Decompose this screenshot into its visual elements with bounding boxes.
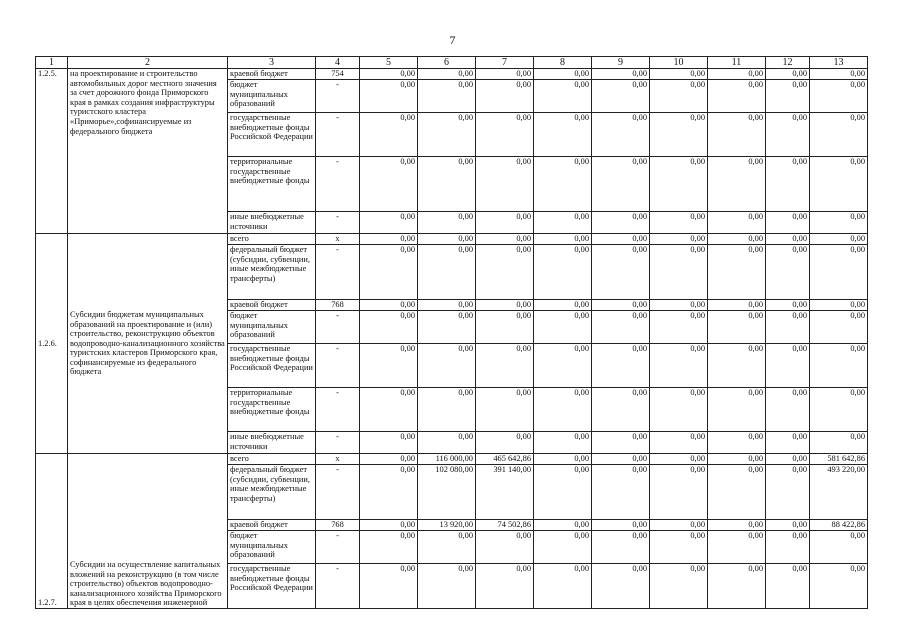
year-value: 0,00 [810, 245, 868, 300]
year-value: 0,00 [592, 80, 650, 113]
year-value: 0,00 [360, 212, 418, 234]
year-value: 0,00 [534, 157, 592, 212]
year-value: 74 502,86 [476, 520, 534, 531]
budget-code: - [316, 564, 360, 609]
funding-source: краевой бюджет [228, 300, 316, 311]
year-value: 0,00 [810, 432, 868, 454]
year-value: 0,00 [360, 531, 418, 564]
year-value: 0,00 [592, 69, 650, 80]
header-cell: 1 [36, 57, 68, 69]
year-value: 0,00 [708, 531, 766, 564]
year-value: 0,00 [708, 311, 766, 344]
header-cell: 11 [708, 57, 766, 69]
item-number: 1.2.5. [36, 69, 68, 234]
budget-code: - [316, 113, 360, 157]
year-value: 0,00 [592, 300, 650, 311]
year-value: 0,00 [650, 564, 708, 609]
header-cell: 3 [228, 57, 316, 69]
year-value: 0,00 [592, 245, 650, 300]
year-value: 581 642,86 [810, 454, 868, 465]
year-value: 0,00 [766, 520, 810, 531]
year-value: 0,00 [650, 300, 708, 311]
year-value: 88 422,86 [810, 520, 868, 531]
year-value: 0,00 [592, 311, 650, 344]
year-value: 0,00 [534, 388, 592, 432]
year-value: 0,00 [418, 311, 476, 344]
year-value: 0,00 [360, 520, 418, 531]
year-value: 0,00 [534, 531, 592, 564]
budget-code: - [316, 245, 360, 300]
header-cell: 8 [534, 57, 592, 69]
year-value: 0,00 [708, 234, 766, 245]
year-value: 0,00 [534, 344, 592, 388]
budget-code: - [316, 157, 360, 212]
year-value: 0,00 [650, 80, 708, 113]
year-value: 0,00 [418, 234, 476, 245]
year-value: 0,00 [418, 432, 476, 454]
year-value: 0,00 [534, 311, 592, 344]
year-value: 0,00 [810, 388, 868, 432]
year-value: 0,00 [534, 432, 592, 454]
year-value: 0,00 [766, 531, 810, 564]
year-value: 0,00 [592, 157, 650, 212]
year-value: 0,00 [650, 454, 708, 465]
year-value: 0,00 [592, 564, 650, 609]
year-value: 0,00 [810, 157, 868, 212]
year-value: 0,00 [708, 465, 766, 520]
year-value: 0,00 [592, 531, 650, 564]
year-value: 0,00 [810, 80, 868, 113]
year-value: 0,00 [360, 388, 418, 432]
year-value: 0,00 [708, 245, 766, 300]
year-value: 0,00 [476, 432, 534, 454]
year-value: 0,00 [360, 564, 418, 609]
year-value: 0,00 [708, 432, 766, 454]
budget-code: - [316, 212, 360, 234]
year-value: 0,00 [534, 564, 592, 609]
header-cell: 6 [418, 57, 476, 69]
year-value: 0,00 [418, 212, 476, 234]
budget-code: - [316, 531, 360, 564]
year-value: 0,00 [650, 157, 708, 212]
year-value: 0,00 [534, 465, 592, 520]
table-row [36, 234, 868, 245]
year-value: 0,00 [650, 212, 708, 234]
year-value: 0,00 [810, 113, 868, 157]
table-row [36, 454, 868, 465]
year-value: 0,00 [534, 113, 592, 157]
year-value: 0,00 [418, 157, 476, 212]
funding-source: бюджет муниципальных образований [228, 311, 316, 344]
year-value: 0,00 [360, 311, 418, 344]
year-value: 0,00 [708, 113, 766, 157]
year-value: 0,00 [708, 520, 766, 531]
header-cell: 5 [360, 57, 418, 69]
funding-source: иные внебюджетные источники [228, 212, 316, 234]
year-value: 0,00 [534, 234, 592, 245]
year-value: 0,00 [650, 531, 708, 564]
year-value: 0,00 [360, 465, 418, 520]
year-value: 0,00 [766, 564, 810, 609]
year-value: 0,00 [650, 388, 708, 432]
year-value: 0,00 [476, 69, 534, 80]
funding-source: федеральный бюджет (субсидии, субвенции, иные межбюджетные трансферты) [228, 465, 316, 520]
year-value: 0,00 [810, 300, 868, 311]
year-value: 0,00 [766, 212, 810, 234]
year-value: 0,00 [534, 80, 592, 113]
year-value: 0,00 [708, 388, 766, 432]
header-cell: 13 [810, 57, 868, 69]
year-value: 0,00 [476, 212, 534, 234]
year-value: 0,00 [534, 454, 592, 465]
item-description: Субсидии на осуществление капитальных вложений на реконструкцию (в том числе строительство) объектов водопроводно-канализационного хозяйства Приморского края в целях обеспечения инженерной [68, 454, 228, 609]
year-value: 0,00 [708, 454, 766, 465]
year-value: 102 080,00 [418, 465, 476, 520]
year-value: 0,00 [766, 388, 810, 432]
year-value: 391 140,00 [476, 465, 534, 520]
year-value: 0,00 [592, 454, 650, 465]
year-value: 0,00 [766, 245, 810, 300]
year-value: 0,00 [766, 311, 810, 344]
year-value: 0,00 [418, 69, 476, 80]
funding-source: иные внебюджетные источники [228, 432, 316, 454]
year-value: 0,00 [592, 388, 650, 432]
year-value: 0,00 [476, 531, 534, 564]
year-value: 0,00 [476, 300, 534, 311]
year-value: 0,00 [534, 520, 592, 531]
year-value: 0,00 [766, 157, 810, 212]
year-value: 0,00 [476, 311, 534, 344]
page-number: 7 [449, 33, 456, 47]
year-value: 0,00 [360, 69, 418, 80]
year-value: 0,00 [766, 69, 810, 80]
year-value: 0,00 [708, 69, 766, 80]
budget-code: - [316, 388, 360, 432]
item-description: Субсидии бюджетам муниципальных образований на проектирование и (или) строительство, реконструкцию объектов водопроводно-канализационного хозяйства туристских кластеров Приморского края, софинансируемые из федерального бюджета [68, 234, 228, 454]
budget-code: x [316, 454, 360, 465]
year-value: 0,00 [418, 564, 476, 609]
year-value: 0,00 [650, 69, 708, 80]
year-value: 0,00 [810, 564, 868, 609]
year-value: 0,00 [810, 311, 868, 344]
year-value: 0,00 [650, 113, 708, 157]
year-value: 0,00 [592, 344, 650, 388]
header-cell: 9 [592, 57, 650, 69]
funding-source: бюджет муниципальных образований [228, 80, 316, 113]
year-value: 0,00 [766, 234, 810, 245]
year-value: 0,00 [476, 344, 534, 388]
year-value: 0,00 [650, 520, 708, 531]
funding-source: бюджет муниципальных образований [228, 531, 316, 564]
funding-source: государственные внебюджетные фонды Российской Федерации [228, 344, 316, 388]
year-value: 0,00 [766, 454, 810, 465]
funding-source: краевой бюджет [228, 69, 316, 80]
year-value: 0,00 [592, 520, 650, 531]
year-value: 0,00 [360, 344, 418, 388]
header-cell: 2 [68, 57, 228, 69]
year-value: 493 220,00 [810, 465, 868, 520]
year-value: 0,00 [476, 245, 534, 300]
year-value: 0,00 [650, 465, 708, 520]
year-value: 0,00 [360, 113, 418, 157]
year-value: 0,00 [708, 300, 766, 311]
year-value: 0,00 [592, 432, 650, 454]
year-value: 0,00 [476, 564, 534, 609]
budget-code: - [316, 465, 360, 520]
year-value: 0,00 [360, 454, 418, 465]
year-value: 0,00 [592, 465, 650, 520]
year-value: 0,00 [650, 311, 708, 344]
budget-code: 768 [316, 520, 360, 531]
budget-code: x [316, 234, 360, 245]
header-cell: 12 [766, 57, 810, 69]
year-value: 0,00 [476, 157, 534, 212]
year-value: 0,00 [650, 245, 708, 300]
header-row [36, 57, 868, 69]
year-value: 0,00 [766, 465, 810, 520]
year-value: 0,00 [360, 300, 418, 311]
year-value: 0,00 [708, 564, 766, 609]
year-value: 13 920,00 [418, 520, 476, 531]
year-value: 465 642,86 [476, 454, 534, 465]
item-description: на проектирование и строительство автомобильных дорог местного значения за счет дорожного фонда Приморского края в рамках создания инфраструктуры туристского кластера «Приморье»,софинансируемые из федерального бюджета [68, 69, 228, 234]
year-value: 0,00 [708, 80, 766, 113]
year-value: 0,00 [708, 212, 766, 234]
year-value: 0,00 [810, 344, 868, 388]
year-value: 0,00 [766, 300, 810, 311]
year-value: 0,00 [534, 245, 592, 300]
year-value: 0,00 [534, 300, 592, 311]
year-value: 0,00 [810, 531, 868, 564]
year-value: 0,00 [418, 344, 476, 388]
year-value: 0,00 [418, 80, 476, 113]
header-cell: 10 [650, 57, 708, 69]
year-value: 0,00 [592, 234, 650, 245]
year-value: 0,00 [810, 69, 868, 80]
year-value: 0,00 [476, 80, 534, 113]
year-value: 0,00 [418, 300, 476, 311]
year-value: 0,00 [476, 234, 534, 245]
year-value: 0,00 [766, 432, 810, 454]
year-value: 0,00 [708, 344, 766, 388]
year-value: 0,00 [360, 245, 418, 300]
year-value: 0,00 [360, 432, 418, 454]
funding-source: территориальные государственные внебюджетные фонды [228, 157, 316, 212]
year-value: 0,00 [418, 531, 476, 564]
budget-code: - [316, 432, 360, 454]
year-value: 0,00 [418, 245, 476, 300]
year-value: 0,00 [650, 344, 708, 388]
year-value: 0,00 [810, 234, 868, 245]
year-value: 0,00 [650, 234, 708, 245]
funding-source: всего [228, 234, 316, 245]
year-value: 0,00 [708, 157, 766, 212]
year-value: 0,00 [766, 80, 810, 113]
year-value: 0,00 [418, 113, 476, 157]
funding-source: государственные внебюджетные фонды Российской Федерации [228, 113, 316, 157]
year-value: 0,00 [534, 212, 592, 234]
year-value: 0,00 [534, 69, 592, 80]
funding-source: всего [228, 454, 316, 465]
header-cell: 7 [476, 57, 534, 69]
year-value: 0,00 [650, 432, 708, 454]
budget-table [35, 56, 868, 609]
year-value: 0,00 [360, 80, 418, 113]
year-value: 0,00 [418, 388, 476, 432]
year-value: 0,00 [360, 234, 418, 245]
year-value: 0,00 [810, 212, 868, 234]
year-value: 0,00 [592, 212, 650, 234]
funding-source: краевой бюджет [228, 520, 316, 531]
budget-code: 768 [316, 300, 360, 311]
budget-code: - [316, 80, 360, 113]
item-number: 1.2.6. [36, 234, 68, 454]
item-number: 1.2.7. [36, 454, 68, 609]
header-cell: 4 [316, 57, 360, 69]
funding-source: федеральный бюджет (субсидии, субвенции, иные межбюджетные трансферты) [228, 245, 316, 300]
year-value: 0,00 [766, 344, 810, 388]
table-row [36, 69, 868, 80]
year-value: 0,00 [360, 157, 418, 212]
budget-code: 754 [316, 69, 360, 80]
budget-code: - [316, 344, 360, 388]
table-body [36, 57, 868, 609]
year-value: 0,00 [476, 113, 534, 157]
year-value: 0,00 [766, 113, 810, 157]
funding-source: территориальные государственные внебюджетные фонды [228, 388, 316, 432]
funding-source: государственные внебюджетные фонды Российской Федерации [228, 564, 316, 609]
year-value: 0,00 [592, 113, 650, 157]
year-value: 116 000,00 [418, 454, 476, 465]
budget-code: - [316, 311, 360, 344]
year-value: 0,00 [476, 388, 534, 432]
